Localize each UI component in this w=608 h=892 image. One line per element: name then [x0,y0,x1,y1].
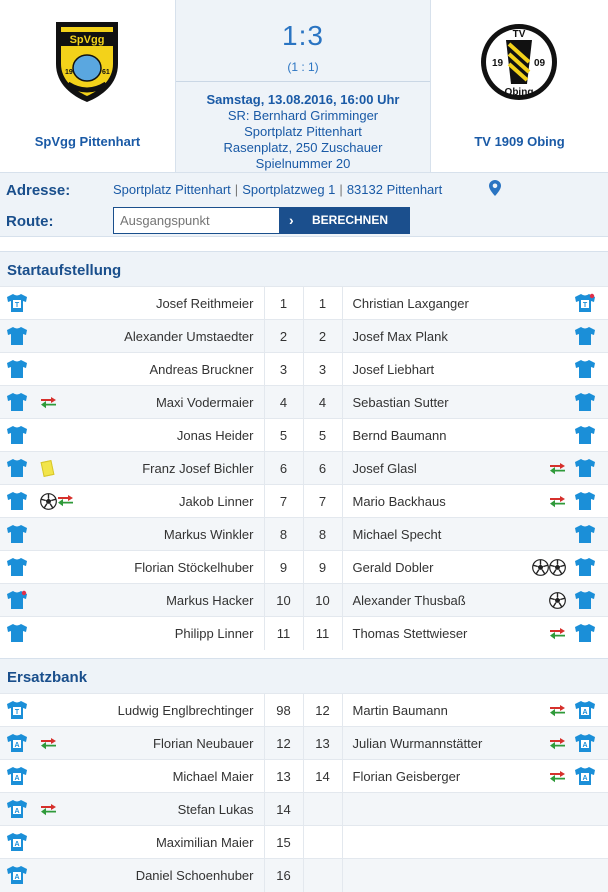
home-shirt-icon [0,386,40,419]
home-events [40,793,90,826]
home-events [40,859,90,892]
table-row [0,452,608,485]
pitch-info: Rasenplatz, 250 Zuschauer [223,140,383,155]
substitution-icon [549,463,566,475]
away-shirt-icon [572,793,608,826]
substitution-icon [40,738,57,750]
home-player-name[interactable]: Stefan Lukas [90,793,264,826]
home-player-number: 7 [264,485,303,518]
goal-icon [549,559,566,576]
table-row [0,617,608,650]
away-shirt-icon [572,485,608,518]
away-events [512,386,572,419]
home-events [40,727,90,760]
away-player-number: 14 [303,760,342,793]
home-events [40,485,90,518]
away-player-name[interactable]: Josef Liebhart [342,353,512,386]
home-player-number: 5 [264,419,303,452]
svg-text:A: A [582,709,588,716]
home-events [40,353,90,386]
home-player-name[interactable]: Florian Stöckelhuber [90,551,264,584]
final-score: 1:3 [282,20,324,51]
home-events [40,518,90,551]
svg-text:A: A [14,874,20,882]
section-title-starting-lineup: Startaufstellung [0,251,608,286]
away-player-number: 8 [303,518,342,551]
away-events [512,584,572,617]
home-player-number: 98 [264,694,303,727]
away-shirt-icon [572,518,608,551]
away-events [512,353,572,386]
home-player-number: 1 [264,287,303,320]
home-shirt-icon [0,859,40,892]
substitution-icon [40,397,57,409]
home-player-number: 12 [264,727,303,760]
home-crest-icon[interactable] [52,18,122,104]
home-player-name[interactable]: Maximilian Maier [90,826,264,859]
away-player-name[interactable]: Julian Wurmannstätter [342,727,512,760]
svg-text:A: A [14,742,20,749]
home-player-name[interactable]: Daniel Schoenhuber [90,859,264,892]
svg-text:SpVgg: SpVgg [69,34,105,46]
home-player-name[interactable]: Jonas Heider [90,419,264,452]
home-player-number: 2 [264,320,303,353]
away-player-number: 1 [303,287,342,320]
away-player-name[interactable]: Thomas Stettwieser [342,617,512,650]
home-player-name[interactable]: Maxi Vodermaier [90,386,264,419]
away-events [512,419,572,452]
away-shirt-icon [572,452,608,485]
svg-text:TV: TV [512,29,526,40]
home-player-number: 4 [264,386,303,419]
away-events [512,826,572,859]
home-player-number: 6 [264,452,303,485]
svg-text:Obing: Obing [504,87,534,98]
game-number: Spielnummer 20 [255,156,351,171]
substitution-icon [40,804,57,816]
away-shirt-icon [572,617,608,650]
away-shirt-icon [572,287,608,320]
substitutes-table [0,693,608,892]
starting-lineup-table [0,286,608,650]
score-box [175,0,431,172]
away-events [512,727,572,760]
home-team-name[interactable]: SpVgg Pittenhart [34,134,141,149]
home-player-name[interactable]: Michael Maier [90,760,264,793]
table-row [0,419,608,452]
home-player-number: 15 [264,826,303,859]
table-row [0,485,608,518]
home-shirt-icon [0,760,40,793]
table-row [0,760,608,793]
table-row [0,727,608,760]
away-events [512,452,572,485]
halftime-score: (1 : 1) [287,60,319,74]
referee: SR: Bernhard Grimminger [227,108,379,123]
away-events [512,859,572,892]
divider [176,81,430,82]
home-player-name[interactable]: Josef Reithmeier [90,287,264,320]
home-player-number: 11 [264,617,303,650]
away-player-number: 7 [303,485,342,518]
away-player-name[interactable]: Gerald Dobler [342,551,512,584]
away-player-number: 13 [303,727,342,760]
away-shirt-icon [572,826,608,859]
map-pin-icon[interactable] [489,180,501,196]
address-label: Adresse: [6,182,71,199]
svg-text:19: 19 [492,58,504,69]
substitution-icon [549,738,566,750]
home-player-number: 3 [264,353,303,386]
svg-text:A: A [14,775,20,782]
away-shirt-icon [572,353,608,386]
away-player-number [303,859,342,892]
away-player-name[interactable]: Christian Laxganger [342,287,512,320]
svg-text:T: T [14,302,20,309]
home-shirt-icon [0,518,40,551]
away-player-name[interactable]: Alexander Thusbaß [342,584,512,617]
home-events [40,760,90,793]
home-player-name[interactable]: Markus Winkler [90,518,264,551]
home-shirt-icon [0,727,40,760]
home-player-name[interactable]: Ludwig Englbrechtinger [90,694,264,727]
svg-text:A: A [14,808,20,815]
svg-text:19: 19 [65,69,73,76]
svg-text:A: A [582,775,588,782]
away-player-name[interactable]: Mario Backhaus [342,485,512,518]
calculate-route-label: BERECHNEN [312,213,389,227]
away-shirt-icon [572,386,608,419]
address-bar [0,172,608,237]
away-events [512,793,572,826]
svg-text:A: A [582,742,588,749]
away-crest-icon[interactable] [479,22,559,102]
table-row [0,826,608,859]
away-player-number: 12 [303,694,342,727]
away-events [512,320,572,353]
away-team-name[interactable]: TV 1909 Obing [474,134,565,149]
svg-text:09: 09 [534,58,546,69]
svg-text:T: T [14,709,20,716]
away-player-name[interactable] [342,826,512,859]
home-shirt-icon [0,584,40,617]
table-row [0,518,608,551]
table-row [0,793,608,826]
away-player-name[interactable]: Bernd Baumann [342,419,512,452]
away-team[interactable] [431,0,608,172]
yellow-card-icon [41,460,55,477]
away-shirt-icon [572,859,608,892]
home-team[interactable] [0,0,175,172]
away-player-number: 5 [303,419,342,452]
table-row [0,859,608,892]
home-player-name[interactable]: Jakob Linner [90,485,264,518]
address-venue[interactable]: Sportplatz Pittenhart [113,182,231,197]
svg-text:A: A [14,841,20,848]
away-events [512,485,572,518]
goal-icon [549,592,566,609]
home-events [40,419,90,452]
address-city[interactable]: 83132 Pittenhart [346,182,443,197]
away-player-number: 6 [303,452,342,485]
away-player-name[interactable]: Martin Baumann [342,694,512,727]
away-shirt-icon [572,320,608,353]
table-row [0,287,608,320]
away-player-number: 11 [303,617,342,650]
away-shirt-icon [572,694,608,727]
chevron-right-icon: › [289,212,294,228]
svg-text:T: T [582,302,588,309]
away-player-number: 2 [303,320,342,353]
home-shirt-icon [0,353,40,386]
substitution-icon [549,496,566,508]
route-label: Route: [6,213,54,230]
address-sep: | [234,182,239,197]
away-player-number: 4 [303,386,342,419]
home-events [40,452,90,485]
home-player-name[interactable]: Florian Neubauer [90,727,264,760]
away-player-number [303,793,342,826]
substitution-icon [549,628,566,640]
away-player-number: 9 [303,551,342,584]
home-player-number: 8 [264,518,303,551]
address-text[interactable] [113,182,442,197]
away-shirt-icon [572,584,608,617]
away-events [512,694,572,727]
match-header [0,0,608,172]
away-events [512,760,572,793]
home-player-number: 10 [264,584,303,617]
home-shirt-icon [0,826,40,859]
home-player-number: 14 [264,793,303,826]
home-shirt-icon [0,485,40,518]
goal-icon [532,559,549,576]
venue: Sportplatz Pittenhart [244,124,362,139]
address-street[interactable]: Sportplatzweg 1 [242,182,336,197]
section-title-substitutes: Ersatzbank [0,658,608,693]
substitution-icon [549,705,566,717]
address-sep: | [339,182,343,197]
table-row [0,584,608,617]
home-player-number: 13 [264,760,303,793]
away-events [512,287,572,320]
home-events [40,551,90,584]
away-player-name[interactable]: Josef Max Plank [342,320,512,353]
home-shirt-icon [0,551,40,584]
home-events [40,694,90,727]
home-events [40,826,90,859]
home-shirt-icon [0,793,40,826]
away-player-number [303,826,342,859]
away-player-name[interactable]: Michael Specht [342,518,512,551]
away-player-number: 3 [303,353,342,386]
match-date: Samstag, 13.08.2016, 16:00 Uhr [206,92,400,107]
svg-text:61: 61 [102,69,110,76]
home-player-name[interactable]: Andreas Bruckner [90,353,264,386]
away-shirt-icon [572,551,608,584]
home-player-name[interactable]: Alexander Umstaedter [90,320,264,353]
home-shirt-icon [0,419,40,452]
away-player-name[interactable]: Sebastian Sutter [342,386,512,419]
home-shirt-icon [0,452,40,485]
home-shirt-icon [0,287,40,320]
away-player-name[interactable]: Josef Glasl [342,452,512,485]
away-shirt-icon [572,419,608,452]
route-start-input[interactable] [113,207,280,234]
away-player-name[interactable] [342,859,512,892]
home-events [40,617,90,650]
home-events [40,287,90,320]
away-player-name[interactable]: Florian Geisberger [342,760,512,793]
home-shirt-icon [0,617,40,650]
home-player-number: 16 [264,859,303,892]
home-events [40,584,90,617]
table-row [0,386,608,419]
substitution-icon [549,771,566,783]
substitution-icon [57,495,74,507]
away-player-name[interactable] [342,793,512,826]
table-row [0,353,608,386]
away-events [512,617,572,650]
home-shirt-icon [0,694,40,727]
away-events [512,551,572,584]
home-events [40,386,90,419]
away-shirt-icon [572,727,608,760]
home-player-number: 9 [264,551,303,584]
home-shirt-icon [0,320,40,353]
away-events [512,518,572,551]
away-shirt-icon [572,760,608,793]
calculate-route-button[interactable] [279,207,410,234]
home-player-name[interactable]: Markus Hacker [90,584,264,617]
goal-icon [40,493,57,510]
home-events [40,320,90,353]
table-row [0,320,608,353]
away-player-number: 10 [303,584,342,617]
match-info [176,92,430,172]
table-row [0,694,608,727]
table-row [0,551,608,584]
home-player-name[interactable]: Philipp Linner [90,617,264,650]
home-player-name[interactable]: Franz Josef Bichler [90,452,264,485]
